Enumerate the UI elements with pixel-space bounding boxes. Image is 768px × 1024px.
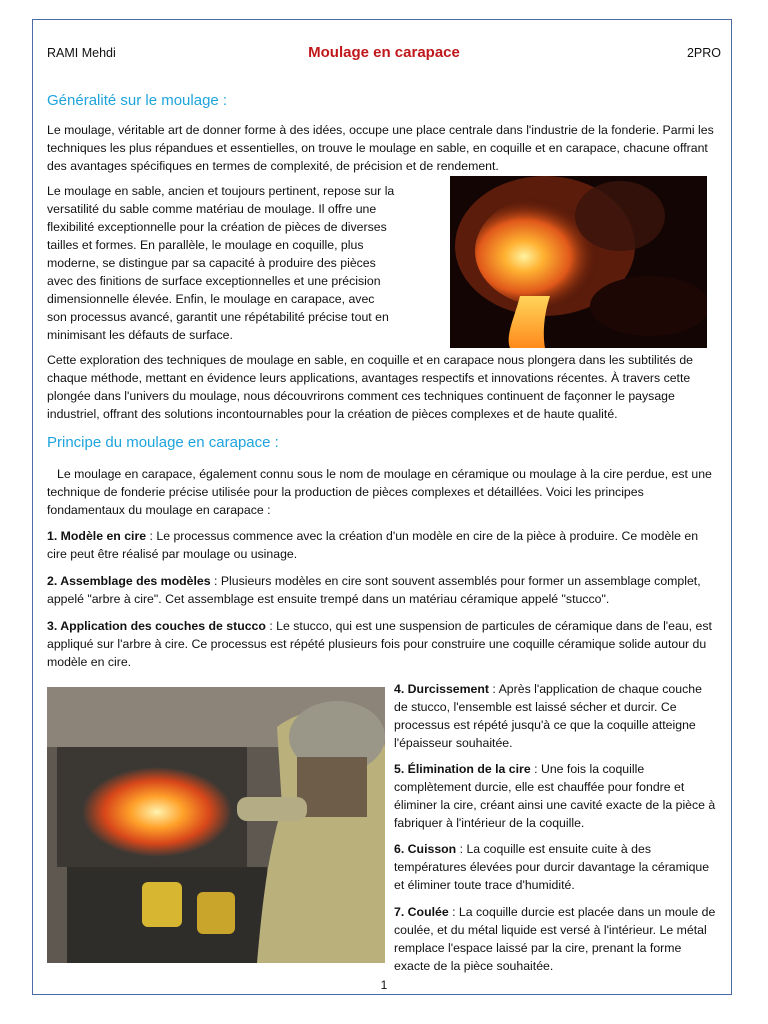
step-text: La coquille durcie est placée dans un moule de coulée, et du métal liquide est versé à l'intérieur. Le métal remplace l'espace laissé par la cire, prenant la forme exacte de la pièce souhaitée. xyxy=(394,905,716,973)
step-label: 2. Assemblage des modèles xyxy=(47,574,211,588)
step-3 xyxy=(47,617,721,671)
step-label: 7. Coulée xyxy=(394,905,449,919)
step-label: 3. Application des couches de stucco xyxy=(47,619,266,633)
step-text: Après l'application de chaque couche de stucco, l'ensemble est laissé sécher et durcir. Ce processus est répété jusqu'à ce que la coquille atteigne l'épaisseur souhaitée. xyxy=(394,682,702,750)
step-label: 4. Durcissement xyxy=(394,682,490,696)
step-separator: : xyxy=(448,905,459,919)
step-6 xyxy=(394,840,716,894)
paragraph-intro: Le moulage, véritable art de donner forme à des idées, occupe une place centrale dans l'industrie de la fonderie. Parmi les techniques les plus répandues et essentielles, on trouve le moulage en sable, en coquille et en carapace, chacune offrant des avantages spécifiques en termes de complexité, de précision et de rendement. xyxy=(47,123,714,173)
step-7 xyxy=(394,903,716,975)
step-separator: : xyxy=(146,529,157,543)
paragraph-sand-casting: Le moulage en sable, ancien et toujours pertinent, repose sur la versatilité du sable comme matériau de moulage. Il offre une flexibilité exceptionnelle pour la création de pièces de diverses tailles et formes. En parallèle, le moulage en coquille, plus moderne, se distingue par sa capacité à produire des pièces avec des finitions de surface exceptionnelles et une précision dimensionnelle élevée. Enfin, le moulage en carapace, avec son processus avancé, garantit une répétabilité précise tout en minimisant les défauts de surface. xyxy=(47,184,395,342)
step-separator: : xyxy=(530,762,541,776)
step-text: La coquille est ensuite cuite à des températures élevées pour durcir davantage la céramique et éliminer toute trace d'humidité. xyxy=(394,842,710,892)
document-title: Moulage en carapace xyxy=(308,44,460,61)
step-text: Une fois la coquille complètement durcie, elle est chauffée pour fondre et éliminer la cire, créant ainsi une cavité exacte de la pièce à fabriquer à l'intérieur de la coquille. xyxy=(394,762,716,830)
step-text: Le stucco, qui est une suspension de particules de céramique dans de l'eau, est appliqué sur l'arbre à cire. Ce processus est répété plusieurs fois pour construire une coquille céramique solide autour du modèle en cire. xyxy=(47,619,712,669)
author-name: RAMI Mehdi xyxy=(47,46,116,60)
step-separator: : xyxy=(210,574,221,588)
page-number: 1 xyxy=(380,978,388,992)
step-separator: : xyxy=(489,682,499,696)
step-separator: : xyxy=(265,619,277,633)
step-5 xyxy=(394,760,716,832)
paragraph-principe-intro: Le moulage en carapace, également connu sous le nom de moulage en céramique ou moulage à la cire perdue, est une technique de fonderie précise utilisée pour la production de pièces complexes et détaillées. Voici les principes fondamentaux du moulage en carapace : xyxy=(47,467,712,517)
step-text: Plusieurs modèles en cire sont souvent assemblés pour former un assemblage complet, appelé "arbre à cire". Cet assemblage est ensuite trempé dans un matériau céramique appelé "stucco". xyxy=(47,574,701,606)
paragraph-exploration: Cette exploration des techniques de moulage en sable, en coquille et en carapace nous plongera dans les subtilités de chaque méthode, mettant en évidence leurs applications, avantages respectifs et innovations récentes. À travers cette plongée dans l'univers du moulage, nous découvrirons comment ces techniques continuent de façonner le paysage industriel, offrant des solutions incontournables pour la création de pièces complexes et de haute qualité. xyxy=(47,353,694,421)
class-label: 2PRO xyxy=(686,46,721,60)
step-label: 1. Modèle en cire xyxy=(47,529,147,543)
section-heading-generalite: Généralité sur le moulage : xyxy=(47,92,228,109)
step-4 xyxy=(394,680,716,752)
step-1 xyxy=(47,527,721,563)
step-label: 5. Élimination de la cire xyxy=(394,762,531,776)
section-heading-principe: Principe du moulage en carapace : xyxy=(47,434,279,451)
step-separator: : xyxy=(456,842,467,856)
step-2 xyxy=(47,572,721,608)
step-text: Le processus commence avec la création d'un modèle en cire de la pièce à produire. Ce modèle en cire peut être réalisé par moulage ou usinage. xyxy=(47,529,699,561)
page-header xyxy=(47,44,721,64)
molten-metal-image xyxy=(450,176,707,348)
foundry-worker-image xyxy=(47,687,385,963)
step-label: 6. Cuisson xyxy=(394,842,457,856)
